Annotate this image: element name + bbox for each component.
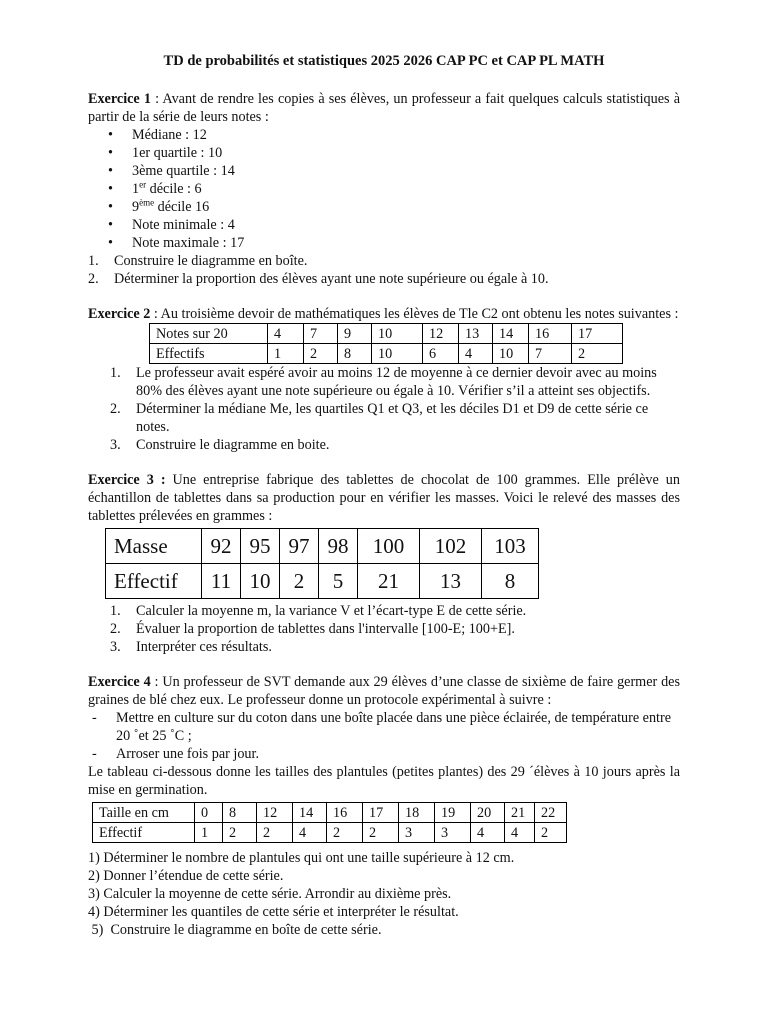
question-number: 1. [88, 253, 99, 269]
table-cell: 92 [202, 529, 241, 564]
decile-suffix: er [139, 179, 147, 190]
table-cell: 4 [293, 823, 327, 843]
question-number: 2. [88, 271, 99, 287]
table-cell: 22 [535, 803, 567, 823]
table-cell: 10 [493, 344, 529, 364]
table-header-cell: Notes sur 20 [150, 324, 268, 344]
table-cell: 4 [268, 324, 304, 344]
exercise-1-intro [88, 90, 680, 126]
decile-text: décile : 6 [146, 181, 202, 197]
table-cell: 4 [505, 823, 535, 843]
mass-table [105, 528, 539, 599]
list-item: • 1er quartile : 10 [108, 144, 680, 162]
table-cell: 4 [471, 823, 505, 843]
question-number: 2. [110, 621, 121, 637]
table-cell: 12 [257, 803, 293, 823]
question-item: 3) Calculer la moyenne de cette série. Arrondir au dixième près. [88, 886, 452, 902]
table-cell: 7 [304, 324, 338, 344]
table-row [106, 564, 539, 599]
list-item: • Note maximale : 17 [108, 234, 680, 252]
decile-text: décile 16 [154, 199, 210, 215]
table-cell: 7 [529, 344, 572, 364]
table-cell: 1 [268, 344, 304, 364]
table-cell: 13 [459, 324, 493, 344]
exercise-4-questions [88, 849, 680, 939]
exercise-2-intro [88, 305, 680, 323]
decile-number: 1 [132, 181, 140, 197]
exercise-4-paragraph: Le tableau ci-dessous donne les tailles des plantules (petites plantes) des 29 ´élèves à 10 jours après la mise en germination. [88, 764, 680, 798]
question-number: 3. [110, 639, 121, 655]
protocol-list [88, 709, 680, 763]
table-cell: 4 [459, 344, 493, 364]
table-cell: 2 [223, 823, 257, 843]
table-header-cell: Effectifs [150, 344, 268, 364]
page-title: TD de probabilités et statistiques 2025 2026 CAP PC et CAP PL MATH [163, 53, 605, 69]
question-item [110, 602, 680, 620]
exercise-4-intro-text: : Un professeur de SVT demande aux 29 élèves d’une classe de sixième de faire germer des graines de blé chez eux. Le professeur donne un protocole expérimental à suivre : [88, 674, 681, 708]
question-number: 2. [110, 401, 121, 417]
question-item [110, 620, 680, 638]
plant-size-table [92, 802, 567, 843]
table-header-cell: Taille en cm [93, 803, 195, 823]
list-item: • Médiane : 12 [108, 126, 680, 144]
table-row [106, 529, 539, 564]
exercise-2 [88, 305, 680, 454]
notes-table [149, 323, 623, 364]
question-text: Construire le diagramme en boîte. [114, 253, 308, 269]
list-item [108, 180, 680, 198]
exercise-2-label: Exercice 2 [88, 306, 151, 322]
question-item: 2) Donner l’étendue de cette série. [88, 868, 284, 884]
question-text: Déterminer la proportion des élèves ayant une note supérieure ou égale à 10. [114, 271, 549, 287]
table-cell: 18 [399, 803, 435, 823]
table-cell: 21 [505, 803, 535, 823]
table-cell: 8 [482, 564, 539, 599]
question-item [110, 638, 680, 656]
question-number: 3. [110, 437, 121, 453]
question-text: Évaluer la proportion de tablettes dans l'intervalle [100-E; 100+E]. [136, 621, 515, 637]
table-cell: 9 [338, 324, 372, 344]
table-row [93, 823, 567, 843]
table-cell: 2 [304, 344, 338, 364]
question-item [110, 436, 680, 454]
table-cell: 2 [572, 344, 623, 364]
question-text: Construire le diagramme en boite. [136, 437, 330, 453]
exercise-4-label: Exercice 4 [88, 674, 151, 690]
table-cell: 1 [195, 823, 223, 843]
decile-number: 9 [132, 199, 140, 215]
table-cell: 3 [435, 823, 471, 843]
decile-suffix: ème [139, 197, 155, 208]
question-text: Calculer la moyenne m, la variance V et l’écart-type E de cette série. [136, 603, 527, 619]
table-cell: 20 [471, 803, 505, 823]
list-item: - Arroser une fois par jour. [88, 745, 680, 763]
exercise-2-intro-text: : Au troisième devoir de mathématiques les élèves de Tle C2 ont obtenu les notes suivantes : [150, 306, 679, 322]
table-cell: 102 [420, 529, 482, 564]
exercise-3-label: Exercice 3 : [88, 472, 166, 488]
table-cell: 17 [572, 324, 623, 344]
table-cell: 2 [535, 823, 567, 843]
exercise-1-questions [88, 252, 680, 288]
list-item: • 3ème quartile : 14 [108, 162, 680, 180]
question-text: Interpréter ces résultats. [136, 639, 272, 655]
exercise-3-intro [88, 471, 680, 525]
exercise-3-questions [88, 602, 680, 656]
table-cell: 13 [420, 564, 482, 599]
list-item: - Mettre en culture sur du coton dans une boîte placée dans une pièce éclairée, de température entre 20 ˚et 25 ˚C ; [88, 709, 680, 745]
table-cell: 2 [257, 823, 293, 843]
table-row [150, 344, 623, 364]
exercise-1-intro-text: : Avant de rendre les copies à ses élèves, un professeur a fait quelques calculs statistiques à partir de la série de leurs notes : [88, 91, 680, 125]
table-cell: 11 [202, 564, 241, 599]
table-cell: 10 [241, 564, 280, 599]
exercise-2-questions [88, 364, 680, 454]
question-number: 1. [110, 603, 121, 619]
question-item [88, 270, 680, 288]
table-cell: 3 [399, 823, 435, 843]
question-text: Déterminer la médiane Me, les quartiles Q1 et Q3, et les déciles D1 et D9 de cette série ce notes. [136, 401, 649, 435]
table-header-cell: Masse [106, 529, 202, 564]
question-number: 1. [110, 365, 121, 381]
table-header-cell: Effectif [93, 823, 195, 843]
table-cell: 12 [423, 324, 459, 344]
exercise-1-stats-list [88, 126, 680, 252]
list-item [108, 198, 680, 216]
table-row [150, 324, 623, 344]
exercise-3-intro-text: Une entreprise fabrique des tablettes de chocolat de 100 grammes. Elle prélève un échantillon de tablettes dans sa production pour en vérifier les masses. Voici le relevé des masses des tablettes prélevées en grammes : [88, 472, 680, 524]
table-row [93, 803, 567, 823]
question-item: 1) Déterminer le nombre de plantules qui ont une taille supérieure à 12 cm. [88, 850, 515, 866]
table-cell: 2 [280, 564, 319, 599]
table-cell: 2 [363, 823, 399, 843]
table-cell: 103 [482, 529, 539, 564]
exercise-3 [88, 471, 680, 656]
list-item: • Note minimale : 4 [108, 216, 680, 234]
table-cell: 21 [358, 564, 420, 599]
table-cell: 17 [363, 803, 399, 823]
question-item [88, 252, 680, 270]
table-cell: 5 [319, 564, 358, 599]
question-text: Le professeur avait espéré avoir au moins 12 de moyenne à ce dernier devoir avec au moins 80% des élèves ayant une note supérieure ou égale à 10. Vérifier s’il a atteint ses objectifs. [136, 365, 657, 399]
question-item [110, 364, 680, 400]
table-header-cell: Effectif [106, 564, 202, 599]
table-cell: 14 [293, 803, 327, 823]
table-cell: 10 [372, 324, 423, 344]
exercise-4-intro [88, 673, 680, 709]
exercise-1 [88, 90, 680, 288]
table-cell: 8 [223, 803, 257, 823]
question-item [110, 400, 680, 436]
exercise-1-label: Exercice 1 [88, 91, 151, 107]
question-item: 5) Construire le diagramme en boîte de cette série. [88, 922, 382, 938]
table-cell: 98 [319, 529, 358, 564]
table-cell: 2 [327, 823, 363, 843]
table-cell: 97 [280, 529, 319, 564]
table-cell: 16 [529, 324, 572, 344]
table-cell: 19 [435, 803, 471, 823]
table-cell: 100 [358, 529, 420, 564]
table-cell: 14 [493, 324, 529, 344]
table-cell: 10 [372, 344, 423, 364]
table-cell: 95 [241, 529, 280, 564]
table-cell: 0 [195, 803, 223, 823]
table-cell: 16 [327, 803, 363, 823]
question-item: 4) Déterminer les quantiles de cette série et interpréter le résultat. [88, 904, 459, 920]
table-cell: 6 [423, 344, 459, 364]
exercise-4 [88, 673, 680, 939]
table-cell: 8 [338, 344, 372, 364]
